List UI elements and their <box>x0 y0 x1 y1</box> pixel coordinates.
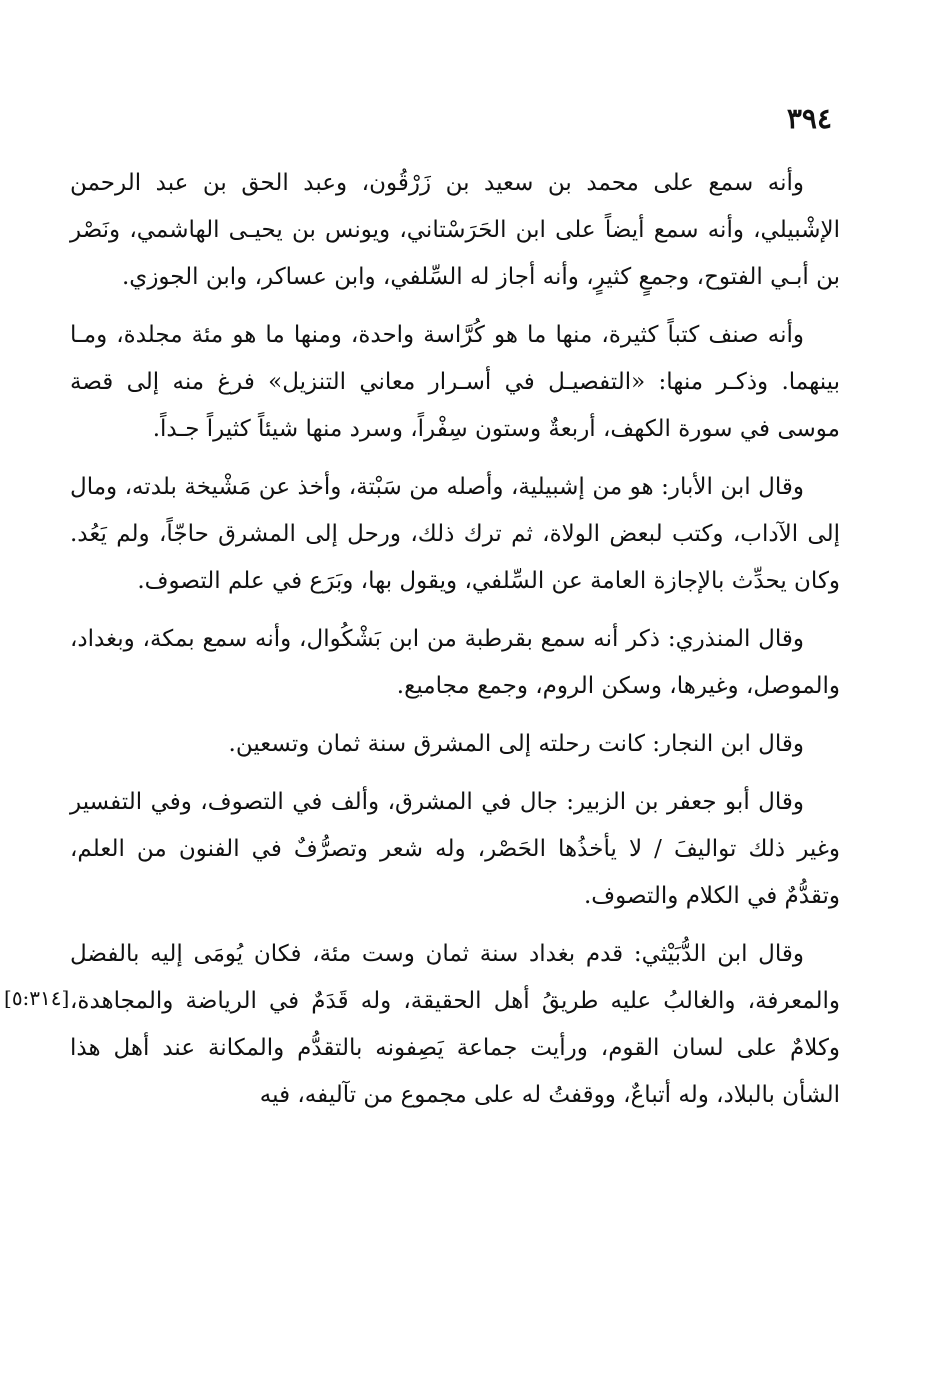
body-text <box>70 160 840 1130</box>
paragraph-ibn-al-zubayr: وقال أبو جعفر بن الزبير: جال في المشرق، وألف في التصوف، وفي التفسير وغير ذلك تواليفَ / لا يأخذُها الحَصْر، وله شعر وتصرُّفٌ في الفنون من العلم، وتقدُّمٌ في الكلام والتصوف. <box>70 789 840 909</box>
margin-reference: [٥:٣١٤] <box>4 986 70 1010</box>
paragraph-ibn-al-dubaythi: وقال ابن الدُّبَيْثي: قدم بغداد سنة ثمان وست مئة، فكان يُومَى إليه بالفضل والمعرفة، والغالبُ عليه طريقُ أهل الحقيقة، وله قَدَمٌ في الرياضة والمجاهدة، وكلامٌ على لسان القوم، ورأيت جماعة يَصِفونه بالتقدُّم والمكانة عند أهل هذا الشأن بالبلاد، وله أتباعٌ، ووقفتُ له على مجموع من تآليفه، فيه <box>70 941 840 1108</box>
paragraph-works: وأنه صنف كتباً كثيرة، منها ما هو كُرَّاسة واحدة، ومنها ما هو مئة مجلدة، ومـا بينهما. وذكـر منها: «التفصيـل في أسـرار معاني التنزيل» فرغ منه إلى قصة موسى في سورة الكهف، أربعةٌ وستون سِفْراً، وسرد منها شيئاً كثيراً جـداً. <box>70 322 840 442</box>
paragraph-al-mundhiri: وقال المنذري: ذكر أنه سمع بقرطبة من ابن بَشْكُوال، وأنه سمع بمكة، وبغداد، والموصل، وغيرها، وسكن الروم، وجمع مجاميع. <box>70 626 840 699</box>
paragraph-ibn-al-abbar: وقال ابن الأبار: هو من إشبيلية، وأصله من سَبْتة، وأخذ عن مَشْيخة بلدته، ومال إلى الآداب، وكتب لبعض الولاة، ثم ترك ذلك، ورحل إلى المشرق حاجّاً، ولم يَعُد. وكان يحدِّث بالإجازة العامة عن السِّلفي، ويقول بها، وبَرَع في علم التصوف. <box>70 474 840 594</box>
paragraph-teachers: وأنه سمع على محمد بن سعيد بن زَرْقُون، وعبد الحق بن عبد الرحمن الإشْبيلي، وأنه سمع أيضاً على ابن الحَرَسْتاني، ويونس بن يحيـى الهاشمي، ونَصْر بن أبـي الفتوح، وجمعٍ كثيرٍ، وأنه أجاز له السِّلفي، وابن عساكر، وابن الجوزي. <box>70 170 840 290</box>
page-number: ٣٩٤ <box>786 102 832 135</box>
paragraph-ibn-al-najjar: وقال ابن النجار: كانت رحلته إلى المشرق سنة ثمان وتسعين. <box>228 731 804 757</box>
